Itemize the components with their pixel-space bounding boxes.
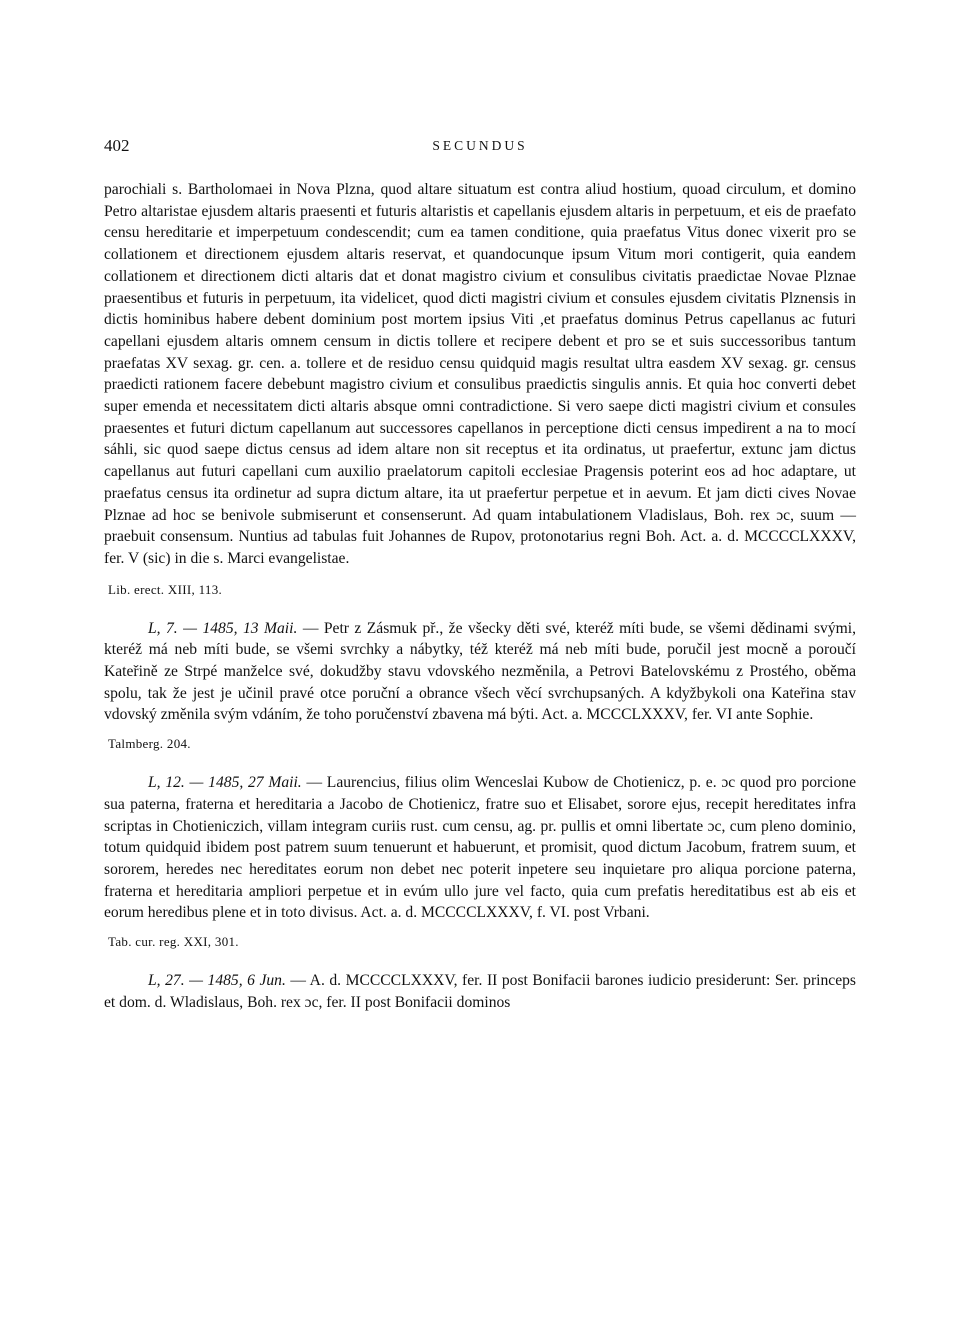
source-citation: Lib. erect. XIII, 113.	[108, 581, 223, 597]
entry-reference: L, 7. — 1485, 13 Maii.	[148, 619, 298, 637]
entry-text: — Petr z Zásmuk př., že všecky děti své, kteréž míti bude, se všemi dědinami svými, kteréž má neb míti bude, se všemi svrchky a nábytky, též kteréž má neb míti bude, poručil jest mocně a poroučí Kateřině ze Strpé manželce své, dokudžby stavu vdovského nezměnila, a Petrovi Batelovskému z Prostého, oběma spolu, tak že jest je učinil pravé otce poruční a obrance všech věcí svrchupsaných. A kdyžbykoli ona Kateřina stav vdovský změnila svým vdáním, že toho poručenství zbavena má býti. Act. a. MCCCLXXXV, fer. VI ante Sophie.	[104, 619, 856, 724]
entry-paragraph	[104, 772, 856, 924]
entry-paragraph	[104, 618, 856, 727]
entry-text: — Laurencius, filius olim Wenceslai Kubow de Chotienicz, p. e. ɔc quod pro porcione sua paterna, fraterna et hereditaria a Jacobo de Chotienicz, fratre suo et Elisabet, sorore ejus, recepit hereditates infra scriptas in Chotieniczich, villam integram curiis rust. cum censu, ag. pr. pullis et omni libertate ɔc, cum pleno dominio, totum quidquid ibidem post patrem suum tenuerunt et habuerunt, et promisit, quod dictum Jacobum, fratrem suum, et sororem, heredes nec hereditates eorum non debet nec poterit inpetere seu inquietare pro aliqua porcione paterna, fraterna et hereditaria ampliori perpetue et in evúm ullo jure vel facto, quia cum prefatis hereditatibus est ab eis et eorum heredibus plene et in toto divisus. Act. a. d. MCCCCLXXXV, f. VI. post Vrbani.	[104, 774, 856, 922]
entry-reference: L, 27. — 1485, 6 Jun.	[148, 972, 286, 990]
source-citation: Talmberg. 204.	[108, 736, 191, 752]
source-citation: Tab. cur. reg. XXI, 301.	[108, 934, 239, 950]
paragraph-continuation: parochiali s. Bartholomaei in Nova Plzna, quod altare situatum est contra aliud hostium, quoad circulum, et domino Petro altaristae ejusdem altaris praesenti et futuris altaristis et capellanis ejusdem altaris in perpetuum, et eis de praefato censu hereditarie et imperpetuum condescendit; cum ea tamen conditione, quia praefatus Vitus donec vixerit pro se collationem et directionem ejusdem altaris reservat, et quandocunque ipsum Vitum mori contigerit, quia eandem collationem et directionem dicti altaris dat et donat magistro civium et consulibus civitatis praedictae Novae Plznae praesentibus et futuris in perpetuum, ita videlicet, quod dicti magistri civium et consules ejusdem civitatis Plznensis in dictis hominibus habere debent dominium post mortem ipsius Viti ,et praefatus dominus Petrus capellanus ac futuri capellani ejusdem altaris omnem censum in dictis tollere et recipere debent et pro se et suis successoribus tantum praefatas XV sexag. gr. cen. a. tollere et de residuo censu quidquid magis resultat ultra easdem XV sexag. gr. census praedicti rationem facere debebunt magistro civium et consulibus praedictis singulis annis. Et quia hoc converti debet super emenda et necessitatem dicti altaris absque omni contradictione. Si vero saepe dicti magistri civium et consules praesentes et futuri dictum capellanum aut successores capellanos in perceptione dicti census impedirent a na to mocí sáhli, sic quod saepe dictus census ad idem altare non sit receptus et ita ordinatus, ut praefertur, extunc jam dictus capellanus aut futuri capellani cum auxilio praelatorum capitoli ecclesiae Pragensis poterint eos ad hoc adaptare, ut praefatus census ita ordinetur ad supra dictum altare, ita ut praefertur perpetue et in aevum. Et jam dicti cives Novae Plznae ad hoc se benivole submiserunt et consenserunt. Ad quam intabulationem Vladislaus, Boh. rex ɔc, suum — praebuit consensum. Nuntius ad tabulas fuit Johannes de Rupov, protonotarius regni Boh. Act. a. d. MCCCCLXXXV, fer. V (sic) in die s. Marci evangelistae.	[104, 181, 856, 567]
page-body	[104, 179, 856, 1014]
entry-reference: L, 12. — 1485, 27 Maii.	[148, 774, 302, 792]
running-head: SECUNDUS	[432, 138, 528, 153]
entry-paragraph	[104, 970, 856, 1013]
entry-text: — A. d. MCCCCLXXXV, fer. II post Bonifacii barones iudicio presiderunt: Ser. princeps et dom. d. Wladislaus, Boh. rex ɔc, fer. II post Bonifacii dominos	[104, 972, 857, 1011]
page-number: 402	[104, 136, 130, 155]
page-header	[104, 136, 856, 160]
